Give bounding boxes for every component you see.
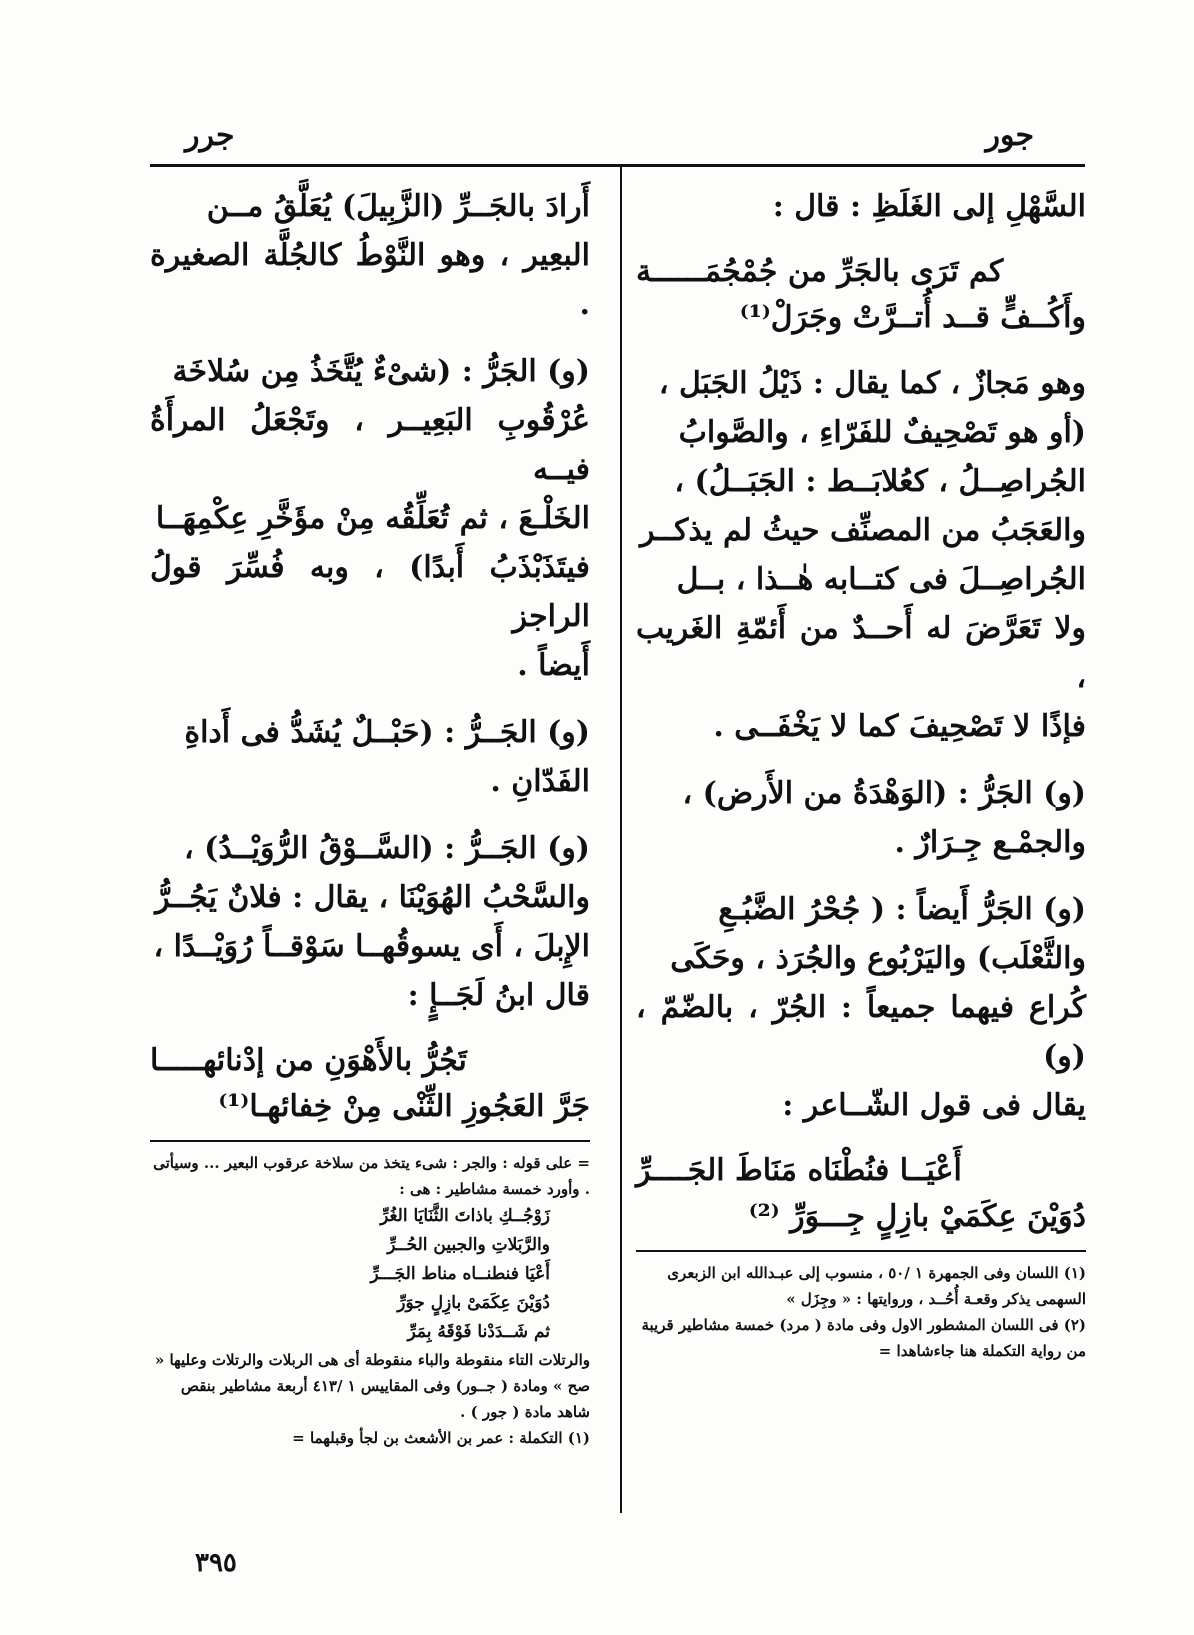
text-line: (و) الجَــرُّ : (السَّــوْقُ الرُّوَيْــدُ) ، (184, 831, 590, 866)
text-line: البعِير ، وهو النَّوْطُ كالجُلَّة الصغيرة . (150, 238, 590, 322)
text-line: أَيضاً . (517, 648, 590, 683)
page-number: ٣٩٥ (195, 1548, 237, 1578)
footnote: والرتلات التاء منقوطة والباء منقوطة أى هى الربلات والرتلات وعليها « صح » ومادة ( جــور) وفى المقاييس ١ /٤١٣ أربعة مشاطير بنقص شاهد مادة ( جور ) . (154, 1351, 590, 1421)
text-line: والجمْـع جِـرَارٌ . (894, 825, 1086, 860)
text-line: عُرْقُوبِ البَعِيــر ، وتَجْعَلُ المرأَةُ فيــه (150, 403, 590, 487)
text-line: والثَّعْلَب) واليَرْبُوع والجُرَذ ، وحَكَى (670, 941, 1086, 976)
text-line: السَّهْلِ إلى الغَلَظِ : قال : (772, 189, 1086, 224)
header-rule (150, 164, 1085, 167)
footnote-verse: دُوَيْنَ عِكَمَىْ بازِلٍ جوَرِّ (397, 1293, 550, 1313)
text-line: كُراع فيهما جميعاً : الجُرّ ، بالضّمّ ، (و) (636, 990, 1086, 1074)
verse-line: جَرَّ العَجُوزِ الثِّنْى مِنْ خِفائهـا⁽¹⁾ (218, 1089, 590, 1124)
text-line: (و) الجَرُّ : (شىْءٌ يُتَّخَذُ مِن سُلاخَة (172, 354, 590, 389)
right-column (636, 182, 1086, 1364)
footnote-verse: والرَّبَلاتِ والجبين الحُــرِّ (387, 1235, 550, 1255)
verse-line: وأَكُــفٍّ قــد أُتــرَّتْ وجَرَلْ⁽¹⁾ (739, 300, 1086, 335)
verse-line: كم تَرَى بالجَرِّ من جُمْجُمَــــــة (636, 254, 1004, 289)
footnote-rule (150, 1140, 590, 1142)
text-line: ولا تَعَرَّضَ له أَحــدٌ من أَئمّةِ الغَريب ، (636, 611, 1086, 695)
footnote-verse: أَعْيَا فنطنــاه مناط الجَـــرِّ (370, 1264, 550, 1284)
text-line: الفَدّانِ . (490, 764, 590, 799)
text-line: (و) الجَرُّ أَيضاً : ( جُحْرُ الضَّبُـعِ (718, 892, 1086, 927)
text-line: فإذًا لا تَصْحِيفَ كما لا يَخْفَــى . (713, 709, 1086, 744)
text-line: الخَلْـعَ ، ثم تُعَلِّقُه مِنْ مؤَخَّرِ عِكْمِهَــا (155, 501, 590, 536)
footnote: (٢) فى اللسان المشطور الاول وفى مادة ( مرد) خمسة مشاطير قريبة من رواية التكملة هنا جاءشاهدا = (641, 1316, 1086, 1360)
column-divider (620, 166, 622, 1513)
running-header-left: جرر (185, 118, 235, 153)
text-line: وهو مَجازٌ ، كما يقال : ذَيْلُ الجَبَل ، (658, 366, 1086, 401)
footnote: = على قوله : والجر : شىء يتخذ من سلاخة عرقوب البعير ... وسيأتى . وأورد خمسة مشاطير : هى : (153, 1154, 590, 1198)
left-column (150, 182, 590, 1451)
text-line: أَرادَ بالجَــرِّ (الزَّبِيلَ) يُعَلَّقُ مــن (206, 189, 590, 224)
footnote-verse: ثم شَــدَدْنا فَوْقَهُ بِمَرِّ (407, 1322, 550, 1342)
text-line: (أو هو تَصْحِيفٌ للفَرّاءِ ، والصَّوابُ (678, 415, 1086, 450)
text-line: والسَّحْبُ الهُوَيْنَا ، يقال : فلانٌ يَجُــرُّ (155, 880, 590, 915)
text-line: فيتَذَبْذَبُ أَبدًا) ، وبه فُسِّرَ قولُ الراجز (150, 550, 590, 634)
verse-line: تَجُرُّ بالأَهْوَنِ من إدْنائهـــــا (150, 1043, 467, 1078)
footnote-verse: زَوْجُــكِ باذاتَ الثَّنَايَا الغُرِّ (380, 1206, 550, 1226)
running-header-right: جور (985, 118, 1034, 153)
footnote: (١) اللسان وفى الجمهرة ١ /٥٠ ، منسوب إلى عبـدالله ابن الزبعرى السهمى يذكر وقعـة أُحُــد ، وروايتها : « وجِزَل » (667, 1264, 1086, 1308)
footnote-rule (636, 1250, 1086, 1252)
text-line: قال ابنُ لَجَــإٍ : (407, 978, 590, 1013)
verse-line: دُوَيْنَ عِكَمَيْ بازِلٍ جِـــوَرِّ ⁽²⁾ (748, 1199, 1086, 1234)
text-line: الإِبلَ ، أَى يسوقُهــا سَوْقــاً رُوَيْــدًا ، (153, 929, 590, 964)
text-line: الجُراصِــلُ ، كعُلابَــط : الجَبَــلُ) ، (674, 464, 1086, 499)
text-line: والعَجَبُ من المصنِّف حيثُ لم يذكــر (639, 513, 1086, 548)
text-line: (و) الجَرُّ : (الوَهْدَةُ من الأَرض) ، (682, 776, 1086, 811)
footnote: (١) التكملة : عمر بن الأشعث بن لجأ وقبلهما = (292, 1429, 590, 1447)
text-line: (و) الجَــرُّ : (حَبْــلٌ يُشَدُّ فى أَداةِ (184, 715, 590, 750)
verse-line: أَعْيَــا فنُطْنَاه مَنَاطَ الجَــــرِّ (636, 1153, 962, 1188)
text-line: يقال فى قول الشّــاعر : (782, 1088, 1086, 1123)
text-line: الجُراصِــلَ فى كتــابه هٰــذا ، بــل (676, 562, 1086, 597)
